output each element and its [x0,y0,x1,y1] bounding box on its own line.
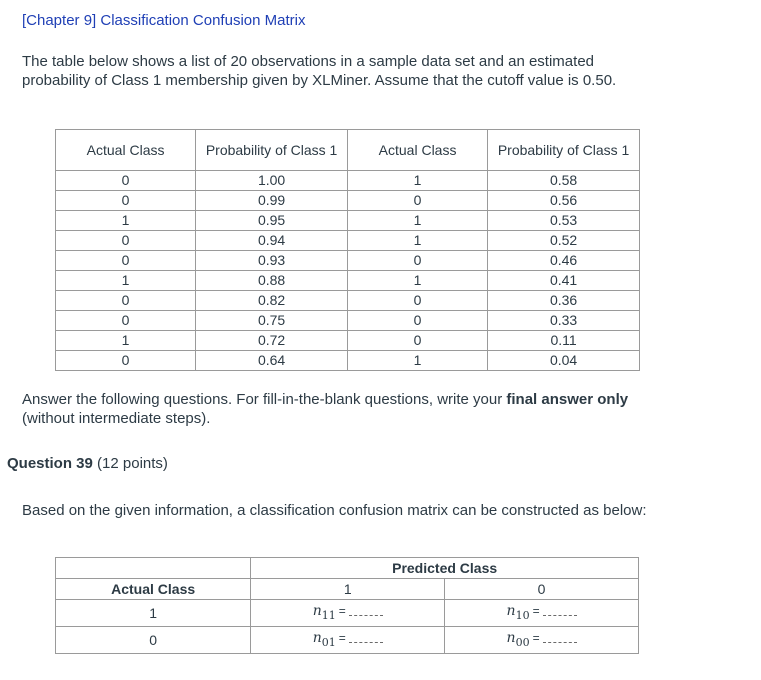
actual-class-cell: 1 [56,271,196,291]
header-actual-class-2: Actual Class [347,130,487,171]
confusion-matrix-row-actual-0 [56,626,639,653]
cell-n00 [445,626,639,653]
n00-label [506,629,530,649]
probability-cell: 0.04 [488,351,640,371]
probability-cell: 0.36 [488,291,640,311]
probability-cell: 0.95 [196,211,348,231]
confusion-matrix-label-row [56,579,639,600]
actual-label-1: 1 [56,600,251,627]
probability-cell: 0.82 [196,291,348,311]
actual-class-cell: 0 [347,251,487,271]
cell-n11 [251,600,445,627]
n11-var: n [312,603,322,619]
actual-class-cell: 1 [347,211,487,231]
n10-var: n [506,603,516,619]
probability-cell: 0.64 [196,351,348,371]
actual-class-cell: 0 [56,231,196,251]
n01-equals: = [338,630,346,645]
probability-cell: 0.58 [488,171,640,191]
actual-class-cell: 1 [347,271,487,291]
probability-cell: 0.99 [196,191,348,211]
page-title: [Chapter 9] Classification Confusion Matrix [22,12,306,29]
probability-cell: 0.41 [488,271,640,291]
actual-class-cell: 0 [347,311,487,331]
probability-cell: 0.56 [488,191,640,211]
confusion-matrix-table [55,557,639,654]
probability-cell: 0.75 [196,311,348,331]
intro-paragraph: The table below shows a list of 20 observations in a sample data set and an estimated probability of Class 1 membership given by XLMiner. Assume that the cutoff value is 0.50. [22,53,617,89]
predicted-class-header: Predicted Class [251,558,639,579]
answer-instructions-suffix: (without intermediate steps). [22,410,211,427]
predicted-label-0: 0 [445,579,639,600]
actual-class-cell: 0 [56,291,196,311]
table-row [56,351,640,371]
probability-cell: 0.72 [196,331,348,351]
table-row [56,271,640,291]
probability-cell: 0.93 [196,251,348,271]
actual-class-cell: 0 [56,191,196,211]
actual-class-cell: 0 [56,351,196,371]
question-points: (12 points) [97,455,168,472]
predicted-label-1: 1 [251,579,445,600]
actual-class-cell: 1 [56,211,196,231]
question-heading [7,455,168,472]
actual-class-cell: 0 [347,331,487,351]
header-probability-2: Probability of Class 1 [488,130,640,171]
n00-answer-blank[interactable] [543,633,577,643]
n00-equals: = [532,630,540,645]
actual-class-cell: 1 [347,351,487,371]
n10-sub: 10 [515,608,530,622]
n01-var: n [312,629,322,646]
actual-class-cell: 0 [56,311,196,331]
confusion-matrix-row-actual-1 [56,600,639,627]
probability-cell: 1.00 [196,171,348,191]
actual-class-cell: 0 [347,191,487,211]
n11-equals: = [338,604,346,618]
table-row [56,171,640,191]
table-row [56,251,640,271]
cell-n10 [445,600,639,627]
n01-label [312,629,336,649]
probability-cell: 0.53 [488,211,640,231]
table-row [56,231,640,251]
table-row [56,331,640,351]
actual-class-header: Actual Class [56,579,251,600]
probability-cell: 0.88 [196,271,348,291]
observations-header-row [56,130,640,171]
actual-class-cell: 0 [56,251,196,271]
actual-class-cell: 0 [347,291,487,311]
probability-cell: 0.11 [488,331,640,351]
probability-cell: 0.33 [488,311,640,331]
answer-instructions [22,390,662,428]
cell-n01 [251,626,445,653]
n11-answer-blank[interactable] [349,606,383,616]
table-row [56,291,640,311]
n01-answer-blank[interactable] [349,633,383,643]
n11-sub: 11 [321,608,336,622]
actual-class-cell: 0 [56,171,196,191]
n00-var: n [506,629,516,646]
table-row [56,311,640,331]
n01-sub: 01 [321,635,336,649]
question-label: Question 39 [7,455,93,472]
actual-class-cell: 1 [56,331,196,351]
n10-equals: = [532,604,540,618]
probability-cell: 0.94 [196,231,348,251]
question-text: Based on the given information, a classification confusion matrix can be constructed as below: [22,502,647,519]
header-actual-class-1: Actual Class [56,130,196,171]
n00-sub: 00 [515,635,530,649]
probability-cell: 0.52 [488,231,640,251]
probability-cell: 0.46 [488,251,640,271]
observations-table [55,129,640,371]
table-row [56,191,640,211]
actual-class-cell: 1 [347,231,487,251]
answer-instructions-prefix: Answer the following questions. For fill-in-the-blank questions, write your [22,391,507,408]
n10-answer-blank[interactable] [543,606,577,616]
n10-label [506,603,530,622]
n11-label [312,603,336,622]
actual-class-cell: 1 [347,171,487,191]
confusion-matrix-top-row [56,558,639,579]
empty-corner-cell [56,558,251,579]
answer-instructions-bold: final answer only [506,391,629,408]
header-probability-1: Probability of Class 1 [196,130,348,171]
actual-label-0: 0 [56,626,251,653]
table-row [56,211,640,231]
